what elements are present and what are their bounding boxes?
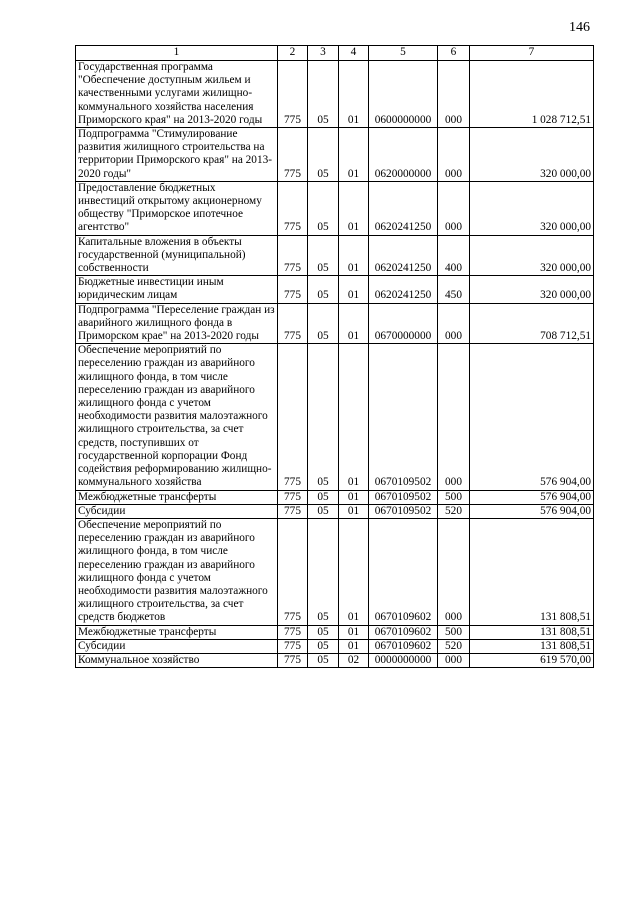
department-code: 775 <box>278 276 308 303</box>
target-article-code: 0670109602 <box>369 625 438 639</box>
target-article-code: 0670109502 <box>369 490 438 504</box>
item-name: Обеспечение мероприятий по переселению граждан из аварийного жилищного фонда, в том числе переселению граждан из аварийного жилищного фонда с учетом необходимости развития малоэтажного жилищного строительства, за счет средств бюджетов <box>76 518 278 625</box>
department-code: 775 <box>278 504 308 518</box>
section-code: 05 <box>308 235 339 276</box>
section-code: 05 <box>308 625 339 639</box>
section-code: 05 <box>308 639 339 653</box>
header-cell: 6 <box>438 46 470 61</box>
target-article-code: 0670109502 <box>369 344 438 490</box>
target-article-code: 0600000000 <box>369 61 438 128</box>
item-name: Субсидии <box>76 504 278 518</box>
section-code: 05 <box>308 653 339 667</box>
subsection-code: 01 <box>339 235 369 276</box>
department-code: 775 <box>278 61 308 128</box>
expense-type-code: 400 <box>438 235 470 276</box>
table-row <box>76 490 594 504</box>
table-row <box>76 235 594 276</box>
target-article-code: 0000000000 <box>369 653 438 667</box>
table-row <box>76 625 594 639</box>
expense-type-code: 520 <box>438 504 470 518</box>
amount: 708 712,51 <box>470 303 594 344</box>
target-article-code: 0620241250 <box>369 235 438 276</box>
subsection-code: 01 <box>339 276 369 303</box>
section-code: 05 <box>308 128 339 182</box>
table-row <box>76 518 594 625</box>
amount: 576 904,00 <box>470 490 594 504</box>
section-code: 05 <box>308 504 339 518</box>
header-cell: 4 <box>339 46 369 61</box>
table-row <box>76 61 594 128</box>
item-name: Субсидии <box>76 639 278 653</box>
section-code: 05 <box>308 276 339 303</box>
subsection-code: 01 <box>339 639 369 653</box>
page-number: 146 <box>569 20 590 35</box>
expense-type-code: 000 <box>438 344 470 490</box>
item-name: Государственная программа "Обеспечение доступным жильем и качественными услугами жилищно-коммунального хозяйства населения Приморского края" на 2013-2020 годы <box>76 61 278 128</box>
expense-type-code: 000 <box>438 653 470 667</box>
expense-type-code: 000 <box>438 181 470 235</box>
amount: 576 904,00 <box>470 344 594 490</box>
item-name: Межбюджетные трансферты <box>76 625 278 639</box>
department-code: 775 <box>278 235 308 276</box>
section-code: 05 <box>308 303 339 344</box>
expense-type-code: 520 <box>438 639 470 653</box>
table-row <box>76 181 594 235</box>
table-row <box>76 504 594 518</box>
subsection-code: 01 <box>339 303 369 344</box>
department-code: 775 <box>278 128 308 182</box>
table-row <box>76 344 594 490</box>
department-code: 775 <box>278 518 308 625</box>
header-cell: 2 <box>278 46 308 61</box>
table-row <box>76 128 594 182</box>
department-code: 775 <box>278 625 308 639</box>
amount: 320 000,00 <box>470 235 594 276</box>
department-code: 775 <box>278 344 308 490</box>
item-name: Коммунальное хозяйство <box>76 653 278 667</box>
expense-type-code: 500 <box>438 490 470 504</box>
amount: 619 570,00 <box>470 653 594 667</box>
header-cell: 7 <box>470 46 594 61</box>
table-row <box>76 303 594 344</box>
expense-type-code: 000 <box>438 303 470 344</box>
target-article-code: 0620241250 <box>369 276 438 303</box>
amount: 320 000,00 <box>470 181 594 235</box>
department-code: 775 <box>278 181 308 235</box>
amount: 320 000,00 <box>470 128 594 182</box>
item-name: Бюджетные инвестиции иным юридическим лицам <box>76 276 278 303</box>
subsection-code: 01 <box>339 625 369 639</box>
table-row <box>76 653 594 667</box>
amount: 1 028 712,51 <box>470 61 594 128</box>
item-name: Капитальные вложения в объекты государственной (муниципальной) собственности <box>76 235 278 276</box>
header-cell: 1 <box>76 46 278 61</box>
department-code: 775 <box>278 653 308 667</box>
subsection-code: 01 <box>339 181 369 235</box>
subsection-code: 01 <box>339 128 369 182</box>
table-row <box>76 276 594 303</box>
table-row <box>76 639 594 653</box>
target-article-code: 0670000000 <box>369 303 438 344</box>
item-name: Обеспечение мероприятий по переселению граждан из аварийного жилищного фонда, в том числе переселению граждан из аварийного жилищного фонда с учетом необходимости развития малоэтажного жилищного строительства, за счет средств, поступивших от государственной корпорации Фонд содействия реформированию жилищно-коммунального хозяйства <box>76 344 278 490</box>
target-article-code: 0620000000 <box>369 128 438 182</box>
subsection-code: 01 <box>339 504 369 518</box>
amount: 131 808,51 <box>470 518 594 625</box>
amount: 131 808,51 <box>470 639 594 653</box>
section-code: 05 <box>308 518 339 625</box>
header-row <box>76 46 594 61</box>
target-article-code: 0670109502 <box>369 504 438 518</box>
subsection-code: 01 <box>339 344 369 490</box>
target-article-code: 0670109602 <box>369 639 438 653</box>
expense-type-code: 450 <box>438 276 470 303</box>
subsection-code: 01 <box>339 61 369 128</box>
subsection-code: 01 <box>339 518 369 625</box>
expense-type-code: 500 <box>438 625 470 639</box>
item-name: Подпрограмма "Стимулирование развития жилищного строительства на территории Приморского края" на 2013-2020 годы" <box>76 128 278 182</box>
subsection-code: 01 <box>339 490 369 504</box>
budget-table <box>75 45 594 668</box>
amount: 320 000,00 <box>470 276 594 303</box>
item-name: Предоставление бюджетных инвестиций открытому акционерному обществу "Приморское ипотечное агентство" <box>76 181 278 235</box>
section-code: 05 <box>308 490 339 504</box>
amount: 576 904,00 <box>470 504 594 518</box>
item-name: Межбюджетные трансферты <box>76 490 278 504</box>
section-code: 05 <box>308 181 339 235</box>
target-article-code: 0620241250 <box>369 181 438 235</box>
header-cell: 3 <box>308 46 339 61</box>
section-code: 05 <box>308 61 339 128</box>
expense-type-code: 000 <box>438 128 470 182</box>
department-code: 775 <box>278 490 308 504</box>
expense-type-code: 000 <box>438 518 470 625</box>
department-code: 775 <box>278 303 308 344</box>
subsection-code: 02 <box>339 653 369 667</box>
item-name: Подпрограмма "Переселение граждан из аварийного жилищного фонда в Приморском крае" на 2013-2020 годы <box>76 303 278 344</box>
amount: 131 808,51 <box>470 625 594 639</box>
department-code: 775 <box>278 639 308 653</box>
header-cell: 5 <box>369 46 438 61</box>
section-code: 05 <box>308 344 339 490</box>
target-article-code: 0670109602 <box>369 518 438 625</box>
expense-type-code: 000 <box>438 61 470 128</box>
